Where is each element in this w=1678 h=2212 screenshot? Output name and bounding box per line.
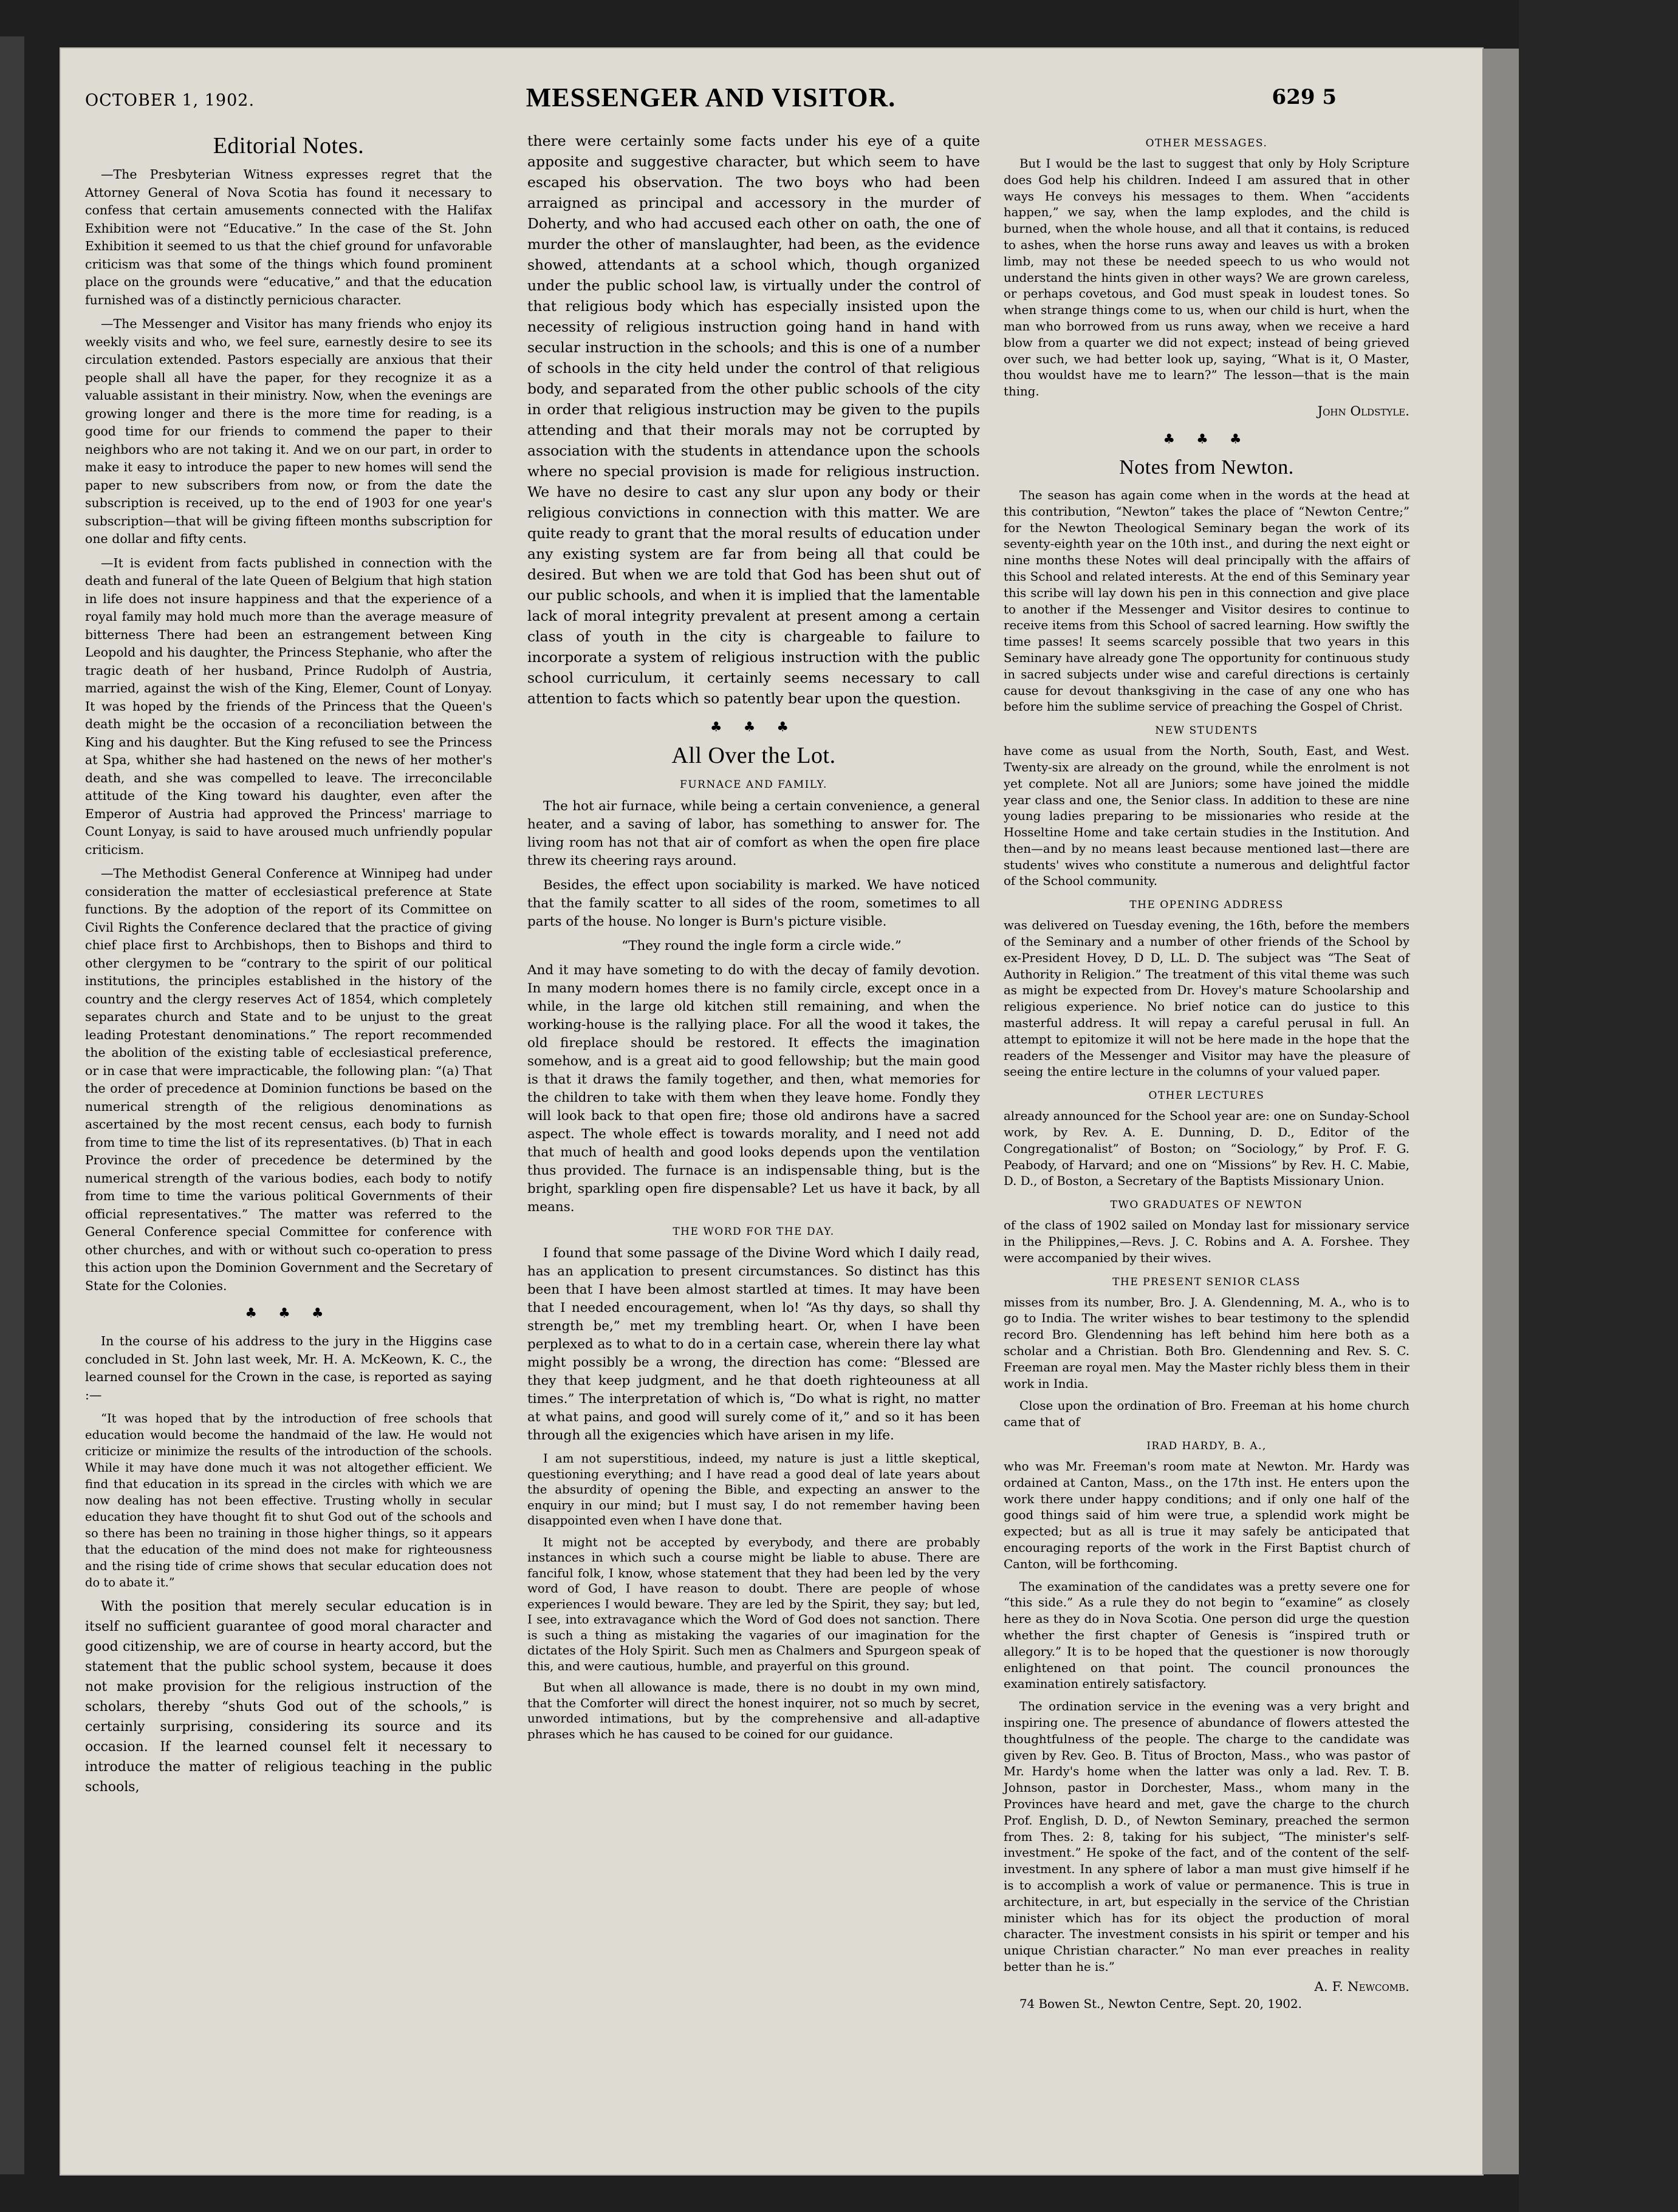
paragraph: Besides, the effect upon sociability is marked. We have noticed that the family scatter to all sides of the room, sometimes to all parts of the house. No longer is Burn's picture visible.	[527, 878, 980, 929]
paragraph: already announced for the School year are: one on Sunday-School work, by Rev. A. E. Dunning, D. D., Editor of the Congregationalist” of Boston; on “Sociology,” by Prof. F. G. Peabody, of Harvard; and one on “Missions” by Rev. H. C. Mabie, D. D., of Boston, a Secretary of the Baptists Missionary Union.	[1004, 1109, 1409, 1189]
subheading: OTHER MESSAGES.	[1145, 137, 1268, 149]
page-edge-shadow	[1482, 49, 1519, 2174]
paragraph: —The Methodist General Conference at Winnipeg had under consideration the matter of ecclesiastical preference at State functions. By the adoption of the report of its Committee on Civil Rights the Conference declared that the practice of giving chief place first to Archbishops, then to Bishops and third to other clergymen to be “contrary to the spirit of our political institutions, the principles established in the history of the country and the clergy reserves Act of 1854, which completely separates church and State and to be unjust to the great leading Protestant denominations.” The report recommended the abolition of the existing table of ecclesiastical preference, or in case that were impracticable, the following plan: “(a) That the order of precedence at Dominion functions be based on the numerical strength of the religious denominations as ascertained by the most recent census, each body to furnish from time to time the list of its representatives. (b) That in each Province the order of precedence be determined by the numerical strength of the various bodies, each body to notify from time to time the various political Governments of their official representatives.” The matter was referred to the General Conference special Committee for conference with other churches, and with or without such co-operation to press this action upon the Dominion Government and the Secretary of State for the Colonies.	[85, 866, 492, 1293]
paragraph: I am not superstitious, indeed, my nature is just a little skeptical, questioning everything; and I have read a good deal of late years about the absurdity of opening the Bible, and expecting an answer to the enquiry in our mind; but I must say, I do not remember having been disappointed even when I have done that.	[527, 1452, 980, 1528]
all-over-the-lot-heading: All Over the Lot.	[671, 743, 836, 768]
paragraph: have come as usual from the North, South, East, and West. Twenty-six are already on the ground, while the enrolment is not yet complete. Not all are Juniors; some have joined the middle year class and one, the Senior class. In addition to these are nine young ladies preparing to be missionaries who reside at the Hosseltine Home and take certain studies in the Institution. And then—and by no means least because mentioned last—there are students' wives who constitute a numerous and delightful factor of the School community.	[1004, 744, 1409, 889]
page-header	[85, 79, 1337, 115]
author-signature: John Oldstyle.	[1317, 403, 1409, 419]
subheading: THE WORD FOR THE DAY.	[673, 1226, 835, 1238]
column-left	[85, 131, 492, 1803]
subheading: TWO GRADUATES OF NEWTON	[1110, 1199, 1303, 1212]
section-ornament: ♣ ♣ ♣	[245, 1306, 332, 1321]
paragraph: But when all allowance is made, there is no doubt in my own mind, that the Comforter will direct the honest inquirer, not so much by secret, unworded intimations, but by the comprehensive and all-adaptive phrases which he has caused to be coined for our guidance.	[527, 1681, 980, 1741]
subheading: FURNACE AND FAMILY.	[680, 779, 827, 791]
subheading: OTHER LECTURES	[1148, 1090, 1265, 1102]
scan-margin	[1519, 0, 1678, 2212]
masthead-title: MESSENGER AND VISITOR.	[526, 83, 896, 112]
paragraph: Close upon the ordination of Bro. Freeman at his home church came that of	[1004, 1399, 1409, 1430]
column-middle	[527, 131, 980, 1748]
paragraph: With the position that merely secular education is in itself no sufficient guarantee of good moral character and good citizenship, we are of course in hearty accord, but the statement that the public school system, because it does not make provision for the religious instruction of the scholars, thereby “shuts God out of the schools,” is certainly surprising, considering its source and its occasion. If the learned counsel felt it necessary to introduce the matter of religious teaching in the public schools,	[85, 1599, 492, 1795]
paragraph: there were certainly some facts under his eye of a quite apposite and suggestive character, but which seem to have escaped his observation. The two boys who had been arraigned as principal and accessory in the murder of Doherty, and who had accused each other on oath, the one of murder the other of manslaughter, had been, as the evidence showed, attendants at a school which, though organized under the public school law, is virtually under the control of that religious body which has especially insisted upon the necessity of religious instruction going hand in hand with secular instruction in the schools; and this is one of a number of schools in the city held under the control of that religious body, and separated from the other public schools of the city in order that religious instruction may be given to the pupils attending and that their morals may not be corrupted by association with the students in attendance upon the schools where no special provision is made for religious instruction. We have no desire to cast any slur upon any body or their religious convictions in connection with this matter. We are quite ready to grant that the moral results of education under any existing system are far from being all that could be desired. But when we are told that God has been shut out of our public schools, and when it is implied that the lamentable lack of moral integrity prevalent at present among a certain class of youth in the city is chargeable to failure to incorporate a system of religious instruction with the public school curriculum, it certainly seems necessary to call attention to facts which so patently bear upon the question.	[527, 132, 980, 707]
quoted-paragraph: “It was hoped that by the introduction of free schools that education would become the handmaid of the law. He would not criticize or minimize the results of the introduction of the schools. While it may have done much it was not altogether efficient. We find that education in its spread in the circles with which we are now dealing has not been effective. Trusting wholly in secular education they have thought fit to shut God out of the schools and so there has been no training in those higher things, so it appears that the education of the mind does not make for righteousness and the rising tide of crime shows that secular education does not do to abate it.”	[85, 1412, 492, 1589]
editorial-notes-heading: Editorial Notes.	[213, 133, 365, 159]
author-signature: A. F. Newcomb.	[1314, 1979, 1409, 1995]
subheading: IRAD HARDY, B. A.,	[1146, 1440, 1267, 1452]
paragraph: who was Mr. Freeman's room mate at Newton. Mr. Hardy was ordained at Canton, Mass., on the 17th inst. He enters upon the work there under happy conditions; and if only one half of the good things said of him were true, a splendid work might be expected; but as all is true it may safely be anticipated that encouraging reports of the work in the First Baptist church of Canton, will be forthcoming.	[1004, 1459, 1409, 1571]
paragraph: The ordination service in the evening was a very bright and inspiring one. The presence of abundance of flowers attested the thoughtfulness of the people. The charge to the candidate was given by Rev. Geo. B. Titus of Brocton, Mass., who was pastor of Mr. Hardy's home when the latter was only a lad. Rev. T. B. Johnson, pastor in Dorchester, Mass., whom many in the Provinces have heard and met, gave the charge to the church Prof. English, D. D., of Newton Seminary, preached the sermon from Thes. 2: 8, taking for his subject, “The minister's self-investment.” He spoke of the fact, and of the content of the self-investment. In any sphere of labor a man must give himself if he is to accomplish a work of value or permanence. This is true in architecture, in art, but especially in the service of the Christian minister which has for its object the production of moral character. The investment consists in his spirit or temper and his unique Christian character.” No man ever preaches in reality better than he is.”	[1004, 1699, 1409, 1974]
facing-page-edge	[0, 36, 24, 2174]
paragraph: was delivered on Tuesday evening, the 16th, before the members of the Seminary and a number of other friends of the School by ex-President Hovey, D D, LL. D. The subject was “The Seat of Authority in Religion.” The treatment of this vital theme was such as might be expected from Dr. Hovey's mature Schoolarship and religious experience. No brief notice can do justice to this masterful address. It will repay a careful perusal in full. An attempt to epitomize it will not be here made in the hope that the readers of the Messenger and Visitor may have the pleasure of seeing the entire lecture in the columns of your valued paper.	[1004, 918, 1409, 1079]
paragraph: —The Messenger and Visitor has many friends who enjoy its weekly visits and who, we feel sure, earnestly desire to see its circulation extended. Pastors especially are anxious that their people shall all have the paper, for they recognize it as a valuable assistant in their ministry. Now, when the evenings are growing longer and there is the more time for reading, is a good time for our friends to commend the paper to their neighbors who are not taking it. And we on our part, in order to make it easy to introduce the paper to new homes will send the paper to new subscribers from now, or from the date the subscription is received, up to the end of 1903 for one year's subscription—that will be giving fifteen months subscription for one dollar and fifty cents.	[85, 316, 492, 546]
subheading: NEW STUDENTS	[1155, 725, 1258, 737]
paragraph: misses from its number, Bro. J. A. Glendenning, M. A., who is to go to India. The writer wishes to bear testimony to the splendid record Bro. Glendenning has left behind him here both as a scholar and a Christian. Both Bro. Glendenning and Rev. S. C. Freeman are royal men. May the Master richly bless them in their work in India.	[1004, 1295, 1409, 1391]
issue-date: OCTOBER 1, 1902.	[85, 91, 255, 110]
author-address: 74 Bowen St., Newton Centre, Sept. 20, 1902.	[1019, 1996, 1302, 2011]
paragraph: And it may have someting to do with the decay of family devotion. In many modern homes there is no family circle, except once in a while, in the large old kitchen still remaining, and when the working-house is the rallying place. For all the wood it takes, the old fireplace should be restored. It effects the imagination somehow, and is a great aid to good fellowship; but the main good is that it draws the family together, and then, what memories for the children to take with them when they leave home. Fondly they will look back to that open fire; those old andirons have a sacred aspect. The whole effect is towards morality, and I need not add that much of health and good looks depends upon the ventilation thus provided. The furnace is an indispensable thing, but is the bright, sparkling open fire dispensable? Let us have it back, by all means.	[527, 963, 980, 1215]
notes-from-newton-heading: Notes from Newton.	[1119, 456, 1294, 479]
paragraph: The season has again come when in the words at the head at this contribution, “Newton” takes the place of “Newton Centre;” for the Newton Theological Seminary began the work of its seventy-eighth year on the 10th inst., and during the next eight or nine months these Notes will deal principally with the affairs of this School and related interests. At the end of this Seminary year this scribe will lay down his pen in this connection and give place to another if the Messenger and Visitor desires to continue to receive items from this School of sacred learning. How swiftly the time passes! It seems scarcely possible that two years in this Seminary have already gone The opportunity for continuous study in sacred subjects under wise and careful directions is certainly cause for devout thanksgiving in the case of any one who has before him the sublime service of preaching the Gospel of Christ.	[1004, 488, 1409, 714]
subheading: THE OPENING ADDRESS	[1129, 899, 1284, 912]
paragraph: The examination of the candidates was a pretty severe one for “this side.” As a rule they do not begin to “examine” as closely here as they do in Nova Scotia. One person did urge the question whether the first chapter of Genesis is “inspired truth or allegory.” It is to be hoped that the questioner is now thorougly enlightened on that point. The council pronounces the examination entirely satisfactory.	[1004, 1579, 1409, 1691]
paragraph: —It is evident from facts published in connection with the death and funeral of the late Queen of Belgium that high station in life does not insure happiness and that the experience of a royal family may hold much more than the average measure of bitterness There had been an estrangement between King Leopold and his daughter, the Princess Stephanie, who after the tragic death of her husband, Prince Rudolph of Austria, married, against the wish of the King, Elemer, Count of Lonyay. It was hoped by the friends of the Princess that the Queen's death might be the occasion of a reconciliation between the King and his daughter. But the King refused to see the Princess at Spa, whither she had hastened on the news of her mother's death, and she was compelled to leave. The irreconcilable attitude of the King toward his daughter, even after the Emperor of Austria had approved the Princess' marriage to Count Lonyay, is said to have aroused much unfriendly popular criticism.	[85, 555, 492, 857]
paragraph: I found that some passage of the Divine Word which I daily read, has an application to present circumstances. So distinct has this been that I have been almost startled at times. It may have been that I needed encouragement, when lo! “As thy days, so shall thy strength be,” met my trembling heart. Or, when I have been perplexed as to what to do in a certain case, wherein there lay what might possibly be a wrong, the direction has come: “Blessed are they that keep judgment, and he that doeth righteouness at all times.” The interpretation of which is, “Do what is right, no matter at what pains, and good will surely come of it,” and so it has been through all the exigencies which have arisen in my life.	[527, 1246, 980, 1443]
page-number: 629 5	[1272, 85, 1337, 109]
subheading: THE PRESENT SENIOR CLASS	[1112, 1275, 1301, 1288]
paragraph: of the class of 1902 sailed on Monday last for missionary service in the Philippines,—Revs. J. C. Robins and A. A. Forshee. They were accompanied by their wives.	[1004, 1218, 1409, 1265]
column-right	[1004, 131, 1409, 2019]
poem-quote: “They round the ingle form a circle wide.”	[622, 938, 902, 954]
paragraph: In the course of his address to the jury in the Higgins case concluded in St. John last week, Mr. H. A. McKeown, K. C., the learned counsel for the Crown in the case, is reported as saying :—	[85, 1334, 492, 1402]
paragraph: The hot air furnace, while being a certain convenience, a general heater, and a saving of labor, has something to answer for. The living room has not that air of comfort as when the open fire place threw its cheering rays around.	[527, 799, 980, 869]
paragraph: —The Presbyterian Witness expresses regret that the Attorney General of Nova Scotia has found it necessary to confess that certain amusements connected with the Halifax Exhibition were not “Educative.” In the case of the St. John Exhibition it seemed to us that the chief ground for unfavorable criticism was that some of the things which found prominent place on the grounds were “educative,” and that the education furnished was of a distinctly pernicious character.	[85, 167, 492, 307]
paragraph: It might not be accepted by everybody, and there are probably instances in which such a course might be liable to abuse. There are fanciful folk, I know, whose statement that they had been led by the very word of God, I have reason to doubt. There are people of whose experiences I would beware. They are led by the Spirit, they say; but led, I see, into extravagance which the Word of God does not sanction. There is such a thing as mistaking the vagaries of our imagination for the dictates of the Holy Spirit. Such men as Chalmers and Spurgeon speak of this, and were cautious, humble, and prayerful on this ground.	[527, 1535, 980, 1673]
paragraph: But I would be the last to suggest that only by Holy Scripture does God help his children. Indeed I am assured that in other ways He conveys his messages to them. When “accidents happen,” we say, when the lamp explodes, and the child is burned, when the whole house, and all that it contains, is reduced to ashes, when the horse runs away and leaves us with a broken limb, may not these be needed speech to us who would not understand the hints given in other ways? We are grown careless, or perhaps covetous, and God must speak in loudest tones. So when strange things come to us, when our child is hurt, when the man who borrowed from us runs away, when we receive a hard blow from a quarter we did not expect; instead of being grieved over such, we had better look up, saying, “What is it, O Master, thou wouldst have me to learn?” The lesson—that is the main thing.	[1004, 157, 1409, 399]
section-ornament: ♣ ♣ ♣	[710, 720, 798, 735]
section-ornament: ♣ ♣ ♣	[1163, 431, 1250, 447]
